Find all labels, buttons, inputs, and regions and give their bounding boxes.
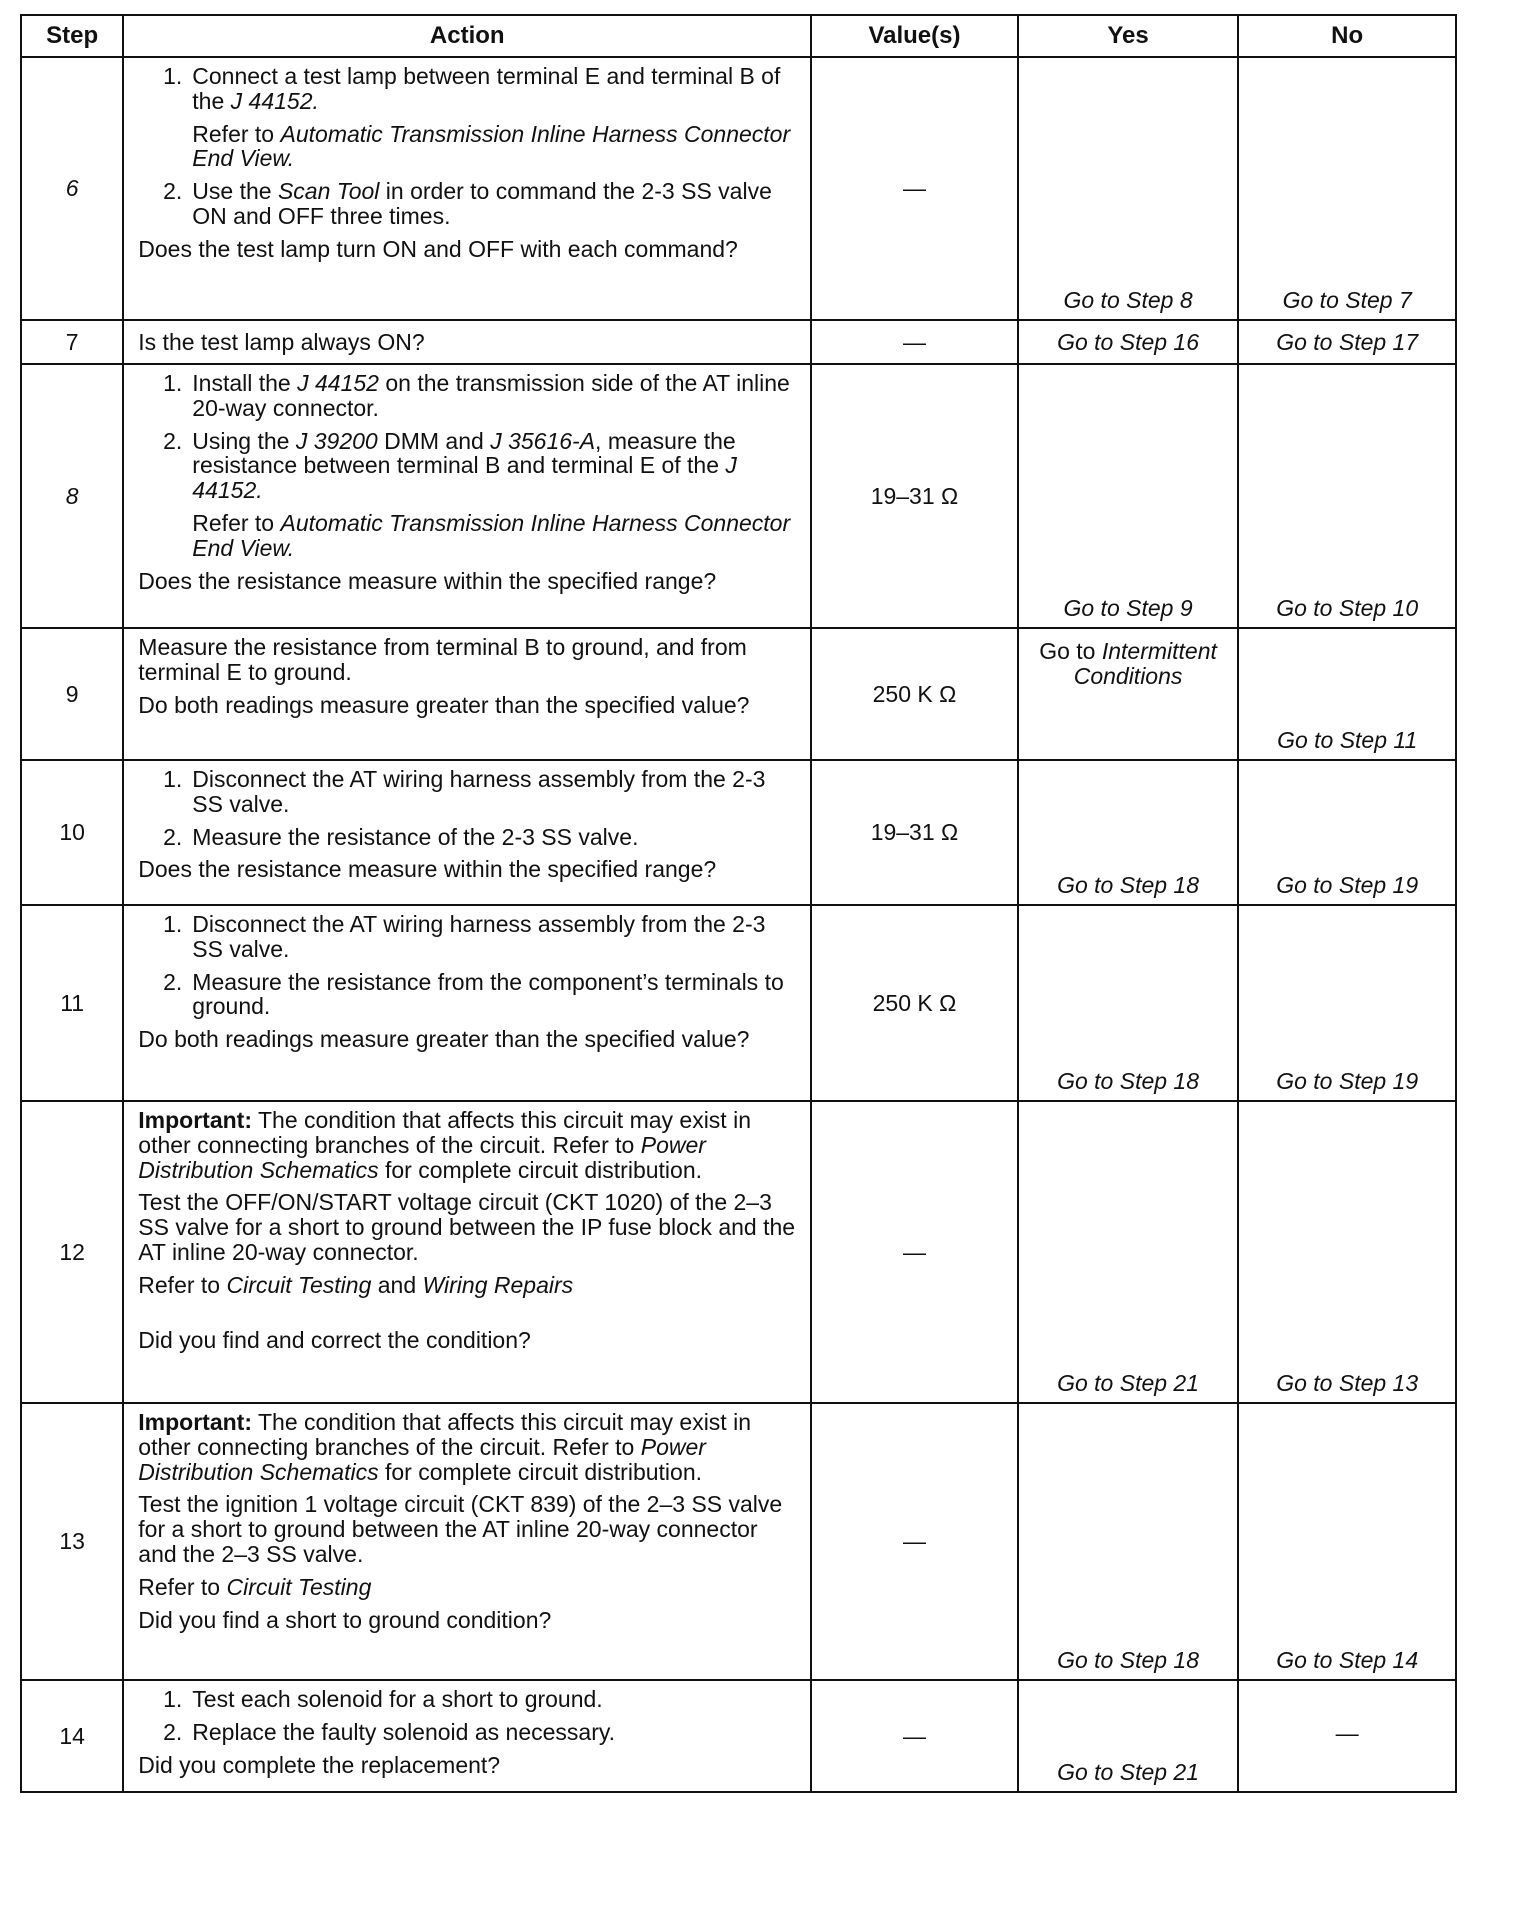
step-number: 6: [21, 57, 123, 320]
list-item: 2. Measure the resistance of the 2-3 SS valve.: [163, 823, 639, 850]
step-number: 9: [21, 628, 123, 760]
value-cell: —: [811, 1680, 1018, 1792]
header-values: Value(s): [811, 15, 1018, 57]
yes-cell: Go to Step 21: [1018, 1101, 1239, 1403]
list-item: 1. Disconnect the AT wiring harness assembly from the 2-3 SS valve.: [163, 911, 766, 962]
yes-cell: Go to Step 8: [1018, 57, 1239, 320]
action-cell: [123, 57, 811, 320]
action-text: Measure the resistance from terminal B to ground, and from terminal E to ground.: [138, 634, 747, 685]
yes-cell: Go to Step 16: [1018, 320, 1239, 364]
action-cell: [123, 1403, 811, 1680]
table-row: [21, 57, 1456, 320]
question-text: Does the test lamp turn ON and OFF with each command?: [138, 235, 738, 262]
yes-cell: Go to Step 18: [1018, 760, 1239, 905]
reference-text: Refer to Circuit Testing: [138, 1573, 372, 1600]
reference-text: Refer to Circuit Testing and Wiring Repairs: [138, 1271, 574, 1298]
header-row: [21, 15, 1456, 57]
action-cell: [123, 760, 811, 905]
action-cell: [123, 1101, 811, 1403]
step-number: 13: [21, 1403, 123, 1680]
value-cell: 250 K Ω: [811, 905, 1018, 1101]
question-text: Did you complete the replacement?: [138, 1751, 501, 1778]
value-cell: 19–31 Ω: [811, 760, 1018, 905]
question-text: Do both readings measure greater than the specified value?: [138, 691, 750, 718]
list-item: 2. Use the Scan Tool in order to command the 2-3 SS valve ON and OFF three times.: [163, 178, 772, 230]
step-number: 10: [21, 760, 123, 905]
table-row: [21, 364, 1456, 628]
no-cell: Go to Step 19: [1238, 760, 1456, 905]
table-row: [21, 905, 1456, 1101]
question-text: Is the test lamp always ON?: [138, 328, 425, 355]
test-instruction: Test the ignition 1 voltage circuit (CKT 839) of the 2–3 SS valve for a short to ground between the AT inline 20-way connector and the 2–3 SS valve.: [138, 1491, 783, 1568]
no-cell: Go to Step 7: [1238, 57, 1456, 320]
no-cell: Go to Step 11: [1238, 628, 1456, 760]
question-text: Does the resistance measure within the specified range?: [138, 567, 717, 594]
step-number: 8: [21, 364, 123, 628]
value-cell: —: [811, 1403, 1018, 1680]
list-item: 1. Install the J 44152 on the transmission side of the AT inline 20-way connector.: [163, 370, 790, 421]
important-note: Important: The condition that affects this circuit may exist in other connecting branches of the circuit. Refer to Power Distribution Schematics for complete circuit distribution.: [138, 1107, 751, 1183]
step-number: 12: [21, 1101, 123, 1403]
action-cell: [123, 1680, 811, 1792]
value-cell: 250 K Ω: [811, 628, 1018, 760]
header-action: Action: [123, 15, 811, 57]
yes-cell: Go to Step 21: [1018, 1680, 1239, 1792]
table-row: [21, 628, 1456, 760]
table-row: [21, 320, 1456, 364]
value-cell: —: [811, 1101, 1018, 1403]
no-cell: —: [1238, 1680, 1456, 1792]
no-cell: Go to Step 19: [1238, 905, 1456, 1101]
yes-cell: Go to Step 9: [1018, 364, 1239, 628]
step-number: 14: [21, 1680, 123, 1792]
question-text: Does the resistance measure within the specified range?: [138, 856, 717, 883]
list-item: 2. Using the J 39200 DMM and J 35616-A, measure the resistance between terminal B and terminal E of the J 44152.: [163, 427, 737, 504]
yes-cell: Go to Step 18: [1018, 905, 1239, 1101]
table-row: [21, 1403, 1456, 1680]
table-row: [21, 1101, 1456, 1403]
important-note: Important: The condition that affects this circuit may exist in other connecting branches of the circuit. Refer to Power Distribution Schematics for complete circuit distribution.: [138, 1409, 751, 1485]
action-cell: [123, 905, 811, 1101]
list-item: 2. Measure the resistance from the component’s terminals to ground.: [163, 968, 784, 1020]
action-cell: [123, 364, 811, 628]
reference-text: Refer to Automatic Transmission Inline Harness Connector End View.: [192, 120, 791, 172]
diagnostic-table: [20, 14, 1457, 1793]
header-step: Step: [21, 15, 123, 57]
no-cell: Go to Step 13: [1238, 1101, 1456, 1403]
list-item: 1. Disconnect the AT wiring harness assembly from the 2-3 SS valve.: [163, 766, 766, 817]
action-cell: [123, 320, 811, 364]
list-item: 2. Replace the faulty solenoid as necessary.: [163, 1718, 616, 1745]
header-no: No: [1238, 15, 1456, 57]
question-text: Did you find and correct the condition?: [138, 1326, 531, 1353]
no-cell: Go to Step 14: [1238, 1403, 1456, 1680]
step-number: 11: [21, 905, 123, 1101]
value-cell: —: [811, 320, 1018, 364]
header-yes: Yes: [1018, 15, 1239, 57]
table-row: [21, 760, 1456, 905]
list-item: 1. Test each solenoid for a short to ground.: [163, 1686, 603, 1712]
action-cell: [123, 628, 811, 760]
no-cell: Go to Step 10: [1238, 364, 1456, 628]
value-cell: —: [811, 57, 1018, 320]
table-row: [21, 1680, 1456, 1792]
question-text: Do both readings measure greater than the specified value?: [138, 1026, 750, 1053]
value-cell: 19–31 Ω: [811, 364, 1018, 628]
reference-text: Refer to Automatic Transmission Inline Harness Connector End View.: [192, 510, 791, 561]
no-cell: Go to Step 17: [1238, 320, 1456, 364]
question-text: Did you find a short to ground condition?: [138, 1606, 552, 1633]
list-item: 1. Connect a test lamp between terminal E and terminal B of the J 44152.: [163, 63, 781, 114]
yes-cell: Go to Intermittent Conditions: [1018, 628, 1239, 760]
test-instruction: Test the OFF/ON/START voltage circuit (CKT 1020) of the 2–3 SS valve for a short to ground between the IP fuse block and the AT inline 20-way connector.: [138, 1189, 796, 1266]
step-number: 7: [21, 320, 123, 364]
yes-cell: Go to Step 18: [1018, 1403, 1239, 1680]
